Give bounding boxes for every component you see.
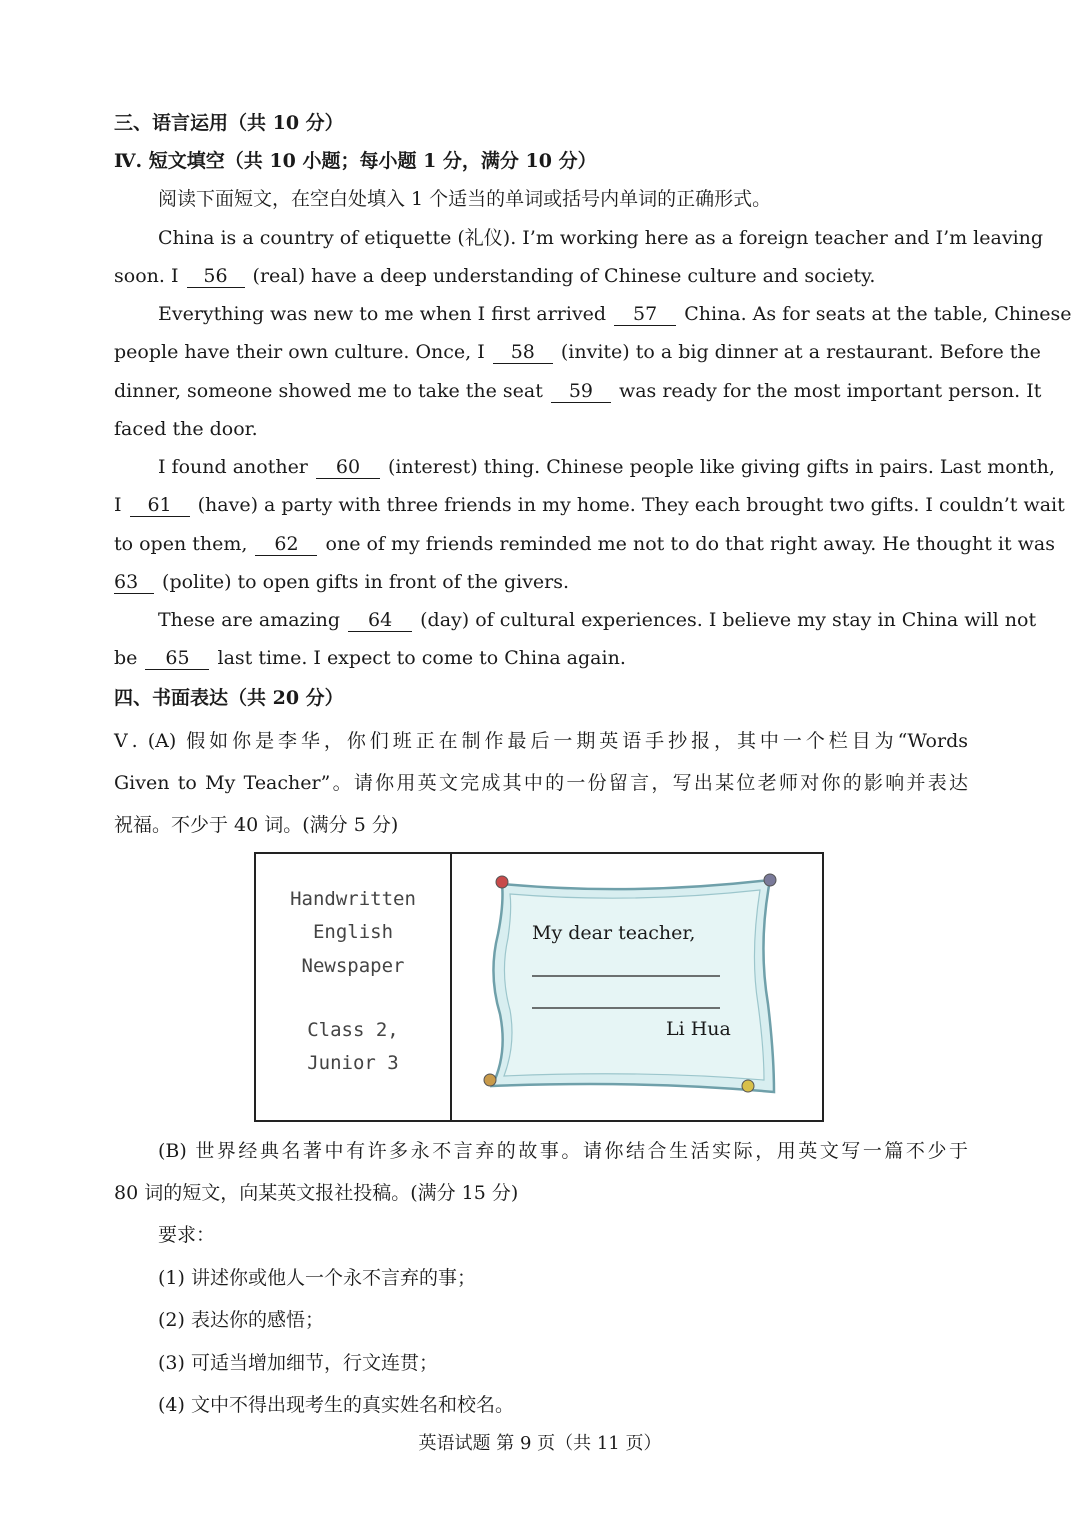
- text: (real) have a deep understanding of Chinese culture and society.: [252, 265, 876, 287]
- grade-label: Junior 3: [307, 1052, 399, 1074]
- blank-57[interactable]: 57: [614, 303, 676, 326]
- blank-62[interactable]: 62: [255, 533, 317, 556]
- passage-line: faced the door.: [114, 418, 258, 440]
- text: I found another: [158, 456, 308, 478]
- passage-line: [114, 531, 1055, 557]
- section4-heading: 四、书面表达（共 20 分）: [114, 687, 344, 709]
- blank-65[interactable]: 65: [145, 647, 209, 670]
- blank-59[interactable]: 59: [551, 380, 611, 403]
- newspaper-label: Newspaper: [301, 955, 405, 977]
- newspaper-title-panel: [256, 854, 452, 1120]
- text: to open them,: [114, 533, 248, 555]
- instruction: 阅读下面短文，在空白处填入 1 个适当的单词或括号内单词的正确形式。: [158, 188, 772, 210]
- blank-61[interactable]: 61: [130, 494, 190, 517]
- text: (have) a party with three friends in my home. They each brought two gifts. I couldn’t wait: [197, 494, 1065, 516]
- part4-heading: Ⅳ. 短文填空（共 10 小题；每小题 1 分，满分 10 分）: [114, 150, 597, 172]
- text: was ready for the most important person. It: [618, 380, 1042, 402]
- passage-line: [114, 569, 968, 595]
- blank-64[interactable]: 64: [348, 609, 412, 632]
- text: (interest) thing. Chinese people like giving gifts in pairs. Last month,: [388, 456, 1055, 478]
- pinned-paper-illustration: [452, 854, 822, 1120]
- passage-line: [158, 301, 1072, 327]
- partB-line: (B) 世界经典名著中有许多永不言弃的故事。请你结合生活实际，用英文写一篇不少于: [158, 1140, 968, 1162]
- requirement-item: (4) 文中不得出现考生的真实姓名和校名。: [158, 1394, 514, 1416]
- text: one of my friends reminded me not to do that right away. He thought it was: [325, 533, 1055, 555]
- pin-icon: [484, 1074, 496, 1086]
- text: These are amazing: [158, 609, 341, 631]
- text: (day) of cultural experiences. I believe my stay in China will not: [420, 609, 1037, 631]
- blank-56[interactable]: 56: [187, 265, 245, 288]
- section3-heading: 三、语言运用（共 10 分）: [114, 112, 344, 134]
- card-signature: Li Hua: [666, 1018, 731, 1040]
- blank-63[interactable]: 63: [114, 571, 154, 594]
- passage-line: [114, 263, 968, 289]
- text: dinner, someone showed me to take the seat: [114, 380, 543, 402]
- passage-line: [158, 454, 1055, 480]
- passage-line: [114, 378, 1042, 404]
- requirement-item: (1) 讲述你或他人一个永不言弃的事；: [158, 1267, 476, 1289]
- english-label: English: [312, 921, 394, 943]
- pin-icon: [496, 876, 508, 888]
- pin-icon: [764, 874, 776, 886]
- requirement-item: (3) 可适当增加细节，行文连贯；: [158, 1352, 438, 1374]
- handwritten-label: Handwritten: [290, 888, 416, 910]
- partA-line: 祝福。不少于 40 词。(满分 5 分): [114, 814, 399, 836]
- page-footer: 英语试题 第 9 页（共 11 页）: [418, 1433, 662, 1454]
- text: (invite) to a big dinner at a restaurant. Before the: [560, 341, 1041, 363]
- text: soon. I: [114, 265, 179, 287]
- passage-line: [158, 607, 1037, 633]
- message-card-panel: [452, 854, 822, 1120]
- requirement-item: (2) 表达你的感悟；: [158, 1309, 324, 1331]
- text: Everything was new to me when I first arrived: [158, 303, 607, 325]
- blank-58[interactable]: 58: [493, 341, 553, 364]
- requirements-title: 要求：: [158, 1224, 216, 1246]
- partB-line: 80 词的短文，向某英文报社投稿。(满分 15 分): [114, 1182, 519, 1204]
- pin-icon: [742, 1080, 754, 1092]
- text: be: [114, 647, 138, 669]
- text: China. As for seats at the table, Chinese: [684, 303, 1072, 325]
- passage-line: [114, 645, 968, 671]
- passage-line: [114, 339, 1041, 365]
- partA-line: Ⅴ. (A) 假如你是李华，你们班正在制作最后一期英语手抄报，其中一个栏目为“Words: [114, 730, 968, 752]
- passage-line: [114, 492, 1065, 518]
- text: I: [114, 494, 122, 516]
- card-greeting: My dear teacher,: [532, 922, 696, 944]
- text: people have their own culture. Once, I: [114, 341, 485, 363]
- class-label: Class 2,: [307, 1019, 399, 1041]
- text: last time. I expect to come to China again.: [217, 647, 626, 669]
- blank-60[interactable]: 60: [316, 456, 380, 479]
- newspaper-figure: [254, 852, 824, 1122]
- text: (polite) to open gifts in front of the givers.: [162, 571, 570, 593]
- partA-line: Given to My Teacher”。请你用英文完成其中的一份留言，写出某位老师对你的影响并表达: [114, 772, 968, 794]
- passage-line: China is a country of etiquette (礼仪). I’m working here as a foreign teacher and I’m leaving: [158, 227, 1044, 249]
